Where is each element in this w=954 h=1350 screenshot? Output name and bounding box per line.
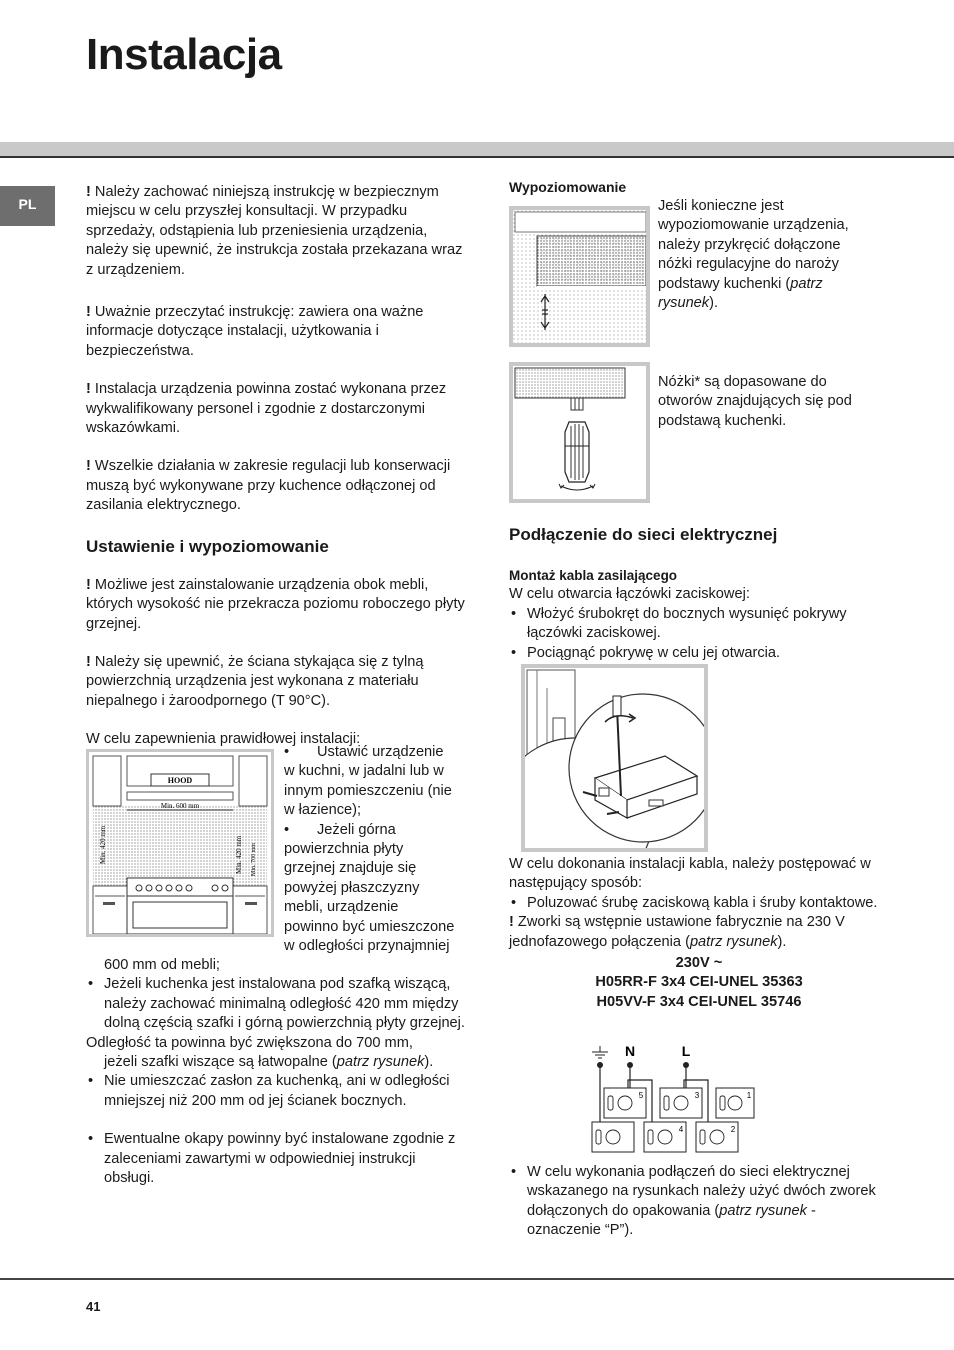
bullet-3-note: Odległość ta powinna być zwiększona do 700 mm, [86, 1034, 413, 1051]
bullet-5: • Ewentualne okapy powinny być instalowane zgodnie z zaleceniami zawartymi w odpowiedniej instrukcji obsługi. [86, 1130, 468, 1188]
hood-label: HOOD [167, 776, 193, 785]
warning-1: ! Należy zachować niniejszą instrukcję w bezpiecznym miejscu w celu przyszłej konsultacji. W przypadku sprzedaży, odstąpienia lub przeniesienia urządzenia, należy się upewnić, że instrukcja została przekazana wraz z urządzeniem. [86, 184, 463, 278]
page-title: Instalacja [86, 30, 282, 79]
bullet-3: • Jeżeli kuchenka jest instalowana pod szafką wiszącą, należy zachować minimalną odległość 420 mm między dolną częścią szafki i górną powierzchnią płyty grzejnej. [86, 975, 468, 1033]
terminal-box-figure [521, 664, 708, 852]
install-bullet-1: • Poluzować śrubę zaciskową kabla i śruby kontaktowe. [509, 894, 889, 913]
bullet-2-line-7: w odległości przynajmniej [284, 938, 450, 955]
cable-intro: W celu otwarcia łączówki zaciskowej: [509, 586, 750, 603]
header-bar [0, 142, 954, 156]
wiring-diagram [588, 1040, 758, 1154]
level-text [658, 197, 873, 313]
language-tab: PL [0, 186, 55, 226]
section-title-electrical: Podłączenie do sieci elektrycznej [509, 525, 778, 544]
level-title: Wypoziomowanie [509, 179, 627, 195]
feet-text [658, 373, 873, 431]
spec-cable-1: H05RR-F 3x4 CEI-UNEL 35363 [595, 974, 803, 991]
header-divider [0, 156, 954, 158]
cable-bullet-1: • Włożyć śrubokręt do bocznych wysunięć pokrywy łączówki zaciskowej. [509, 605, 889, 644]
feet-figure [509, 362, 650, 503]
level-description: Jeśli konieczne jest wypoziomowanie urządzenia, należy przykręcić dołączone nóżki regulacyjne do naroży podstawy kuchenki (patrz rysunek). [658, 198, 849, 312]
neutral-label: N [624, 1043, 636, 1059]
bullet-2-continued: 600 mm od mebli; [104, 957, 220, 973]
bullet-2-line-4: powyżej płaszczyzny [284, 879, 420, 896]
bullet-2-line-2: powierzchnia płyty [284, 841, 404, 858]
terminal-2: 2 [730, 1125, 736, 1134]
feet-diagram [513, 366, 646, 499]
levelling-diagram [513, 210, 646, 343]
bullet-3-note-2: jeżeli szafki wiszące są łatwopalne (patrz rysunek). [104, 1054, 434, 1071]
bullets-beside-figure [284, 743, 466, 956]
spec-cable-2: H05VV-F 3x4 CEI-UNEL 35746 [596, 993, 802, 1010]
level-title-wrap [509, 178, 889, 197]
spec-voltage: 230V ~ [675, 955, 723, 972]
bullet-2: • Jeżeli górna [284, 821, 396, 838]
min600-label: Min. 600 mm [160, 802, 200, 810]
terminal-4: 4 [678, 1125, 684, 1134]
install-steps [509, 855, 889, 1012]
bullet-1-line-4: w łazience); [284, 802, 362, 819]
min700-label: Min. 700 mm [251, 843, 257, 876]
bullet-1: • Ustawić urządzenie [284, 744, 444, 760]
levelling-figure [509, 206, 650, 347]
install-intro: W celu zapewnienia prawidłowej instalacji: [86, 731, 361, 748]
terminal-3: 3 [694, 1091, 700, 1100]
terminal-1: 1 [746, 1091, 752, 1100]
footer-divider [0, 1278, 954, 1280]
warning-2: ! Uważnie przeczytać instrukcję: zawiera ona ważne informacje dotyczące instalacji, użytkowania i bezpieczeństwa. [86, 304, 424, 359]
page-number: 41 [86, 1299, 101, 1314]
electrical-section [509, 524, 889, 663]
left-bullets-lower [86, 956, 468, 1188]
feet-description: Nóżki* są dopasowane do otworów znajdujących się pod podstawą kuchenki. [658, 374, 852, 429]
terminal-5: 5 [638, 1091, 644, 1100]
bullet-2-line-5: mebli, urządzenie [284, 899, 399, 916]
bullet-1-line-2: w kuchni, w jadalni lub w [284, 763, 444, 780]
placement-diagram [89, 752, 271, 934]
final-bullet: • W celu wykonania podłączeń do sieci elektrycznej wskazanego na rysunkach należy użyć dwóch zworek dołączonych do opakowania (patrz rysunek - oznaczenie “P”). [509, 1163, 889, 1241]
final-note [509, 1163, 889, 1241]
warning-6: ! Należy się upewnić, że ściana stykająca się z tylną powierzchnią urządzenia jest wykonana z materiału niepalnego i żaroodpornego (T 90°C). [86, 653, 424, 709]
bullet-2-line-3: grzejnej znajduje się [284, 860, 417, 877]
bullet-2-line-6: powinno być umieszczone [284, 918, 455, 935]
min420-right-label: Min. 420 mm [235, 835, 243, 874]
live-label: L [681, 1043, 691, 1059]
install-intro-right: W celu dokonania instalacji kabla, należy postępować w następujący sposób: [509, 856, 871, 892]
placement-figure [86, 749, 274, 937]
warning-4: ! Wszelkie działania w zakresie regulacji lub konserwacji muszą być wykonywane przy kuchence odłączonej od zasilania elektrycznego. [86, 458, 451, 514]
left-column [86, 183, 466, 750]
section-title-placement: Ustawienie i wypoziomowanie [86, 536, 329, 556]
terminal-box-diagram [525, 668, 704, 848]
bullet-4: • Nie umieszczać zasłon za kuchenką, ani w odległości mniejszej niż 200 mm od jej ścianek bocznych. [86, 1072, 468, 1111]
cable-title: Montaż kabla zasilającego [509, 568, 678, 583]
warning-5: ! Możliwe jest zainstalowanie urządzenia obok mebli, których wysokość nie przekracza poziomu roboczego płyty grzejnej. [86, 576, 465, 632]
warning-3: ! Instalacja urządzenia powinna zostać wykonana przez wykwalifikowany personel i zgodnie z dostarczonymi wskazówkami. [86, 381, 447, 437]
jumper-warning: ! Zworki są wstępnie ustawione fabrycznie na 230 V jednofazowego połączenia (patrz rysunek). [509, 914, 845, 950]
bullet-1-line-3: innym pomieszczeniu (nie [284, 782, 452, 799]
cable-bullet-2: • Pociągnąć pokrywę w celu jej otwarcia. [509, 644, 889, 663]
min420-left-label: Min. 420 mm [99, 825, 107, 864]
